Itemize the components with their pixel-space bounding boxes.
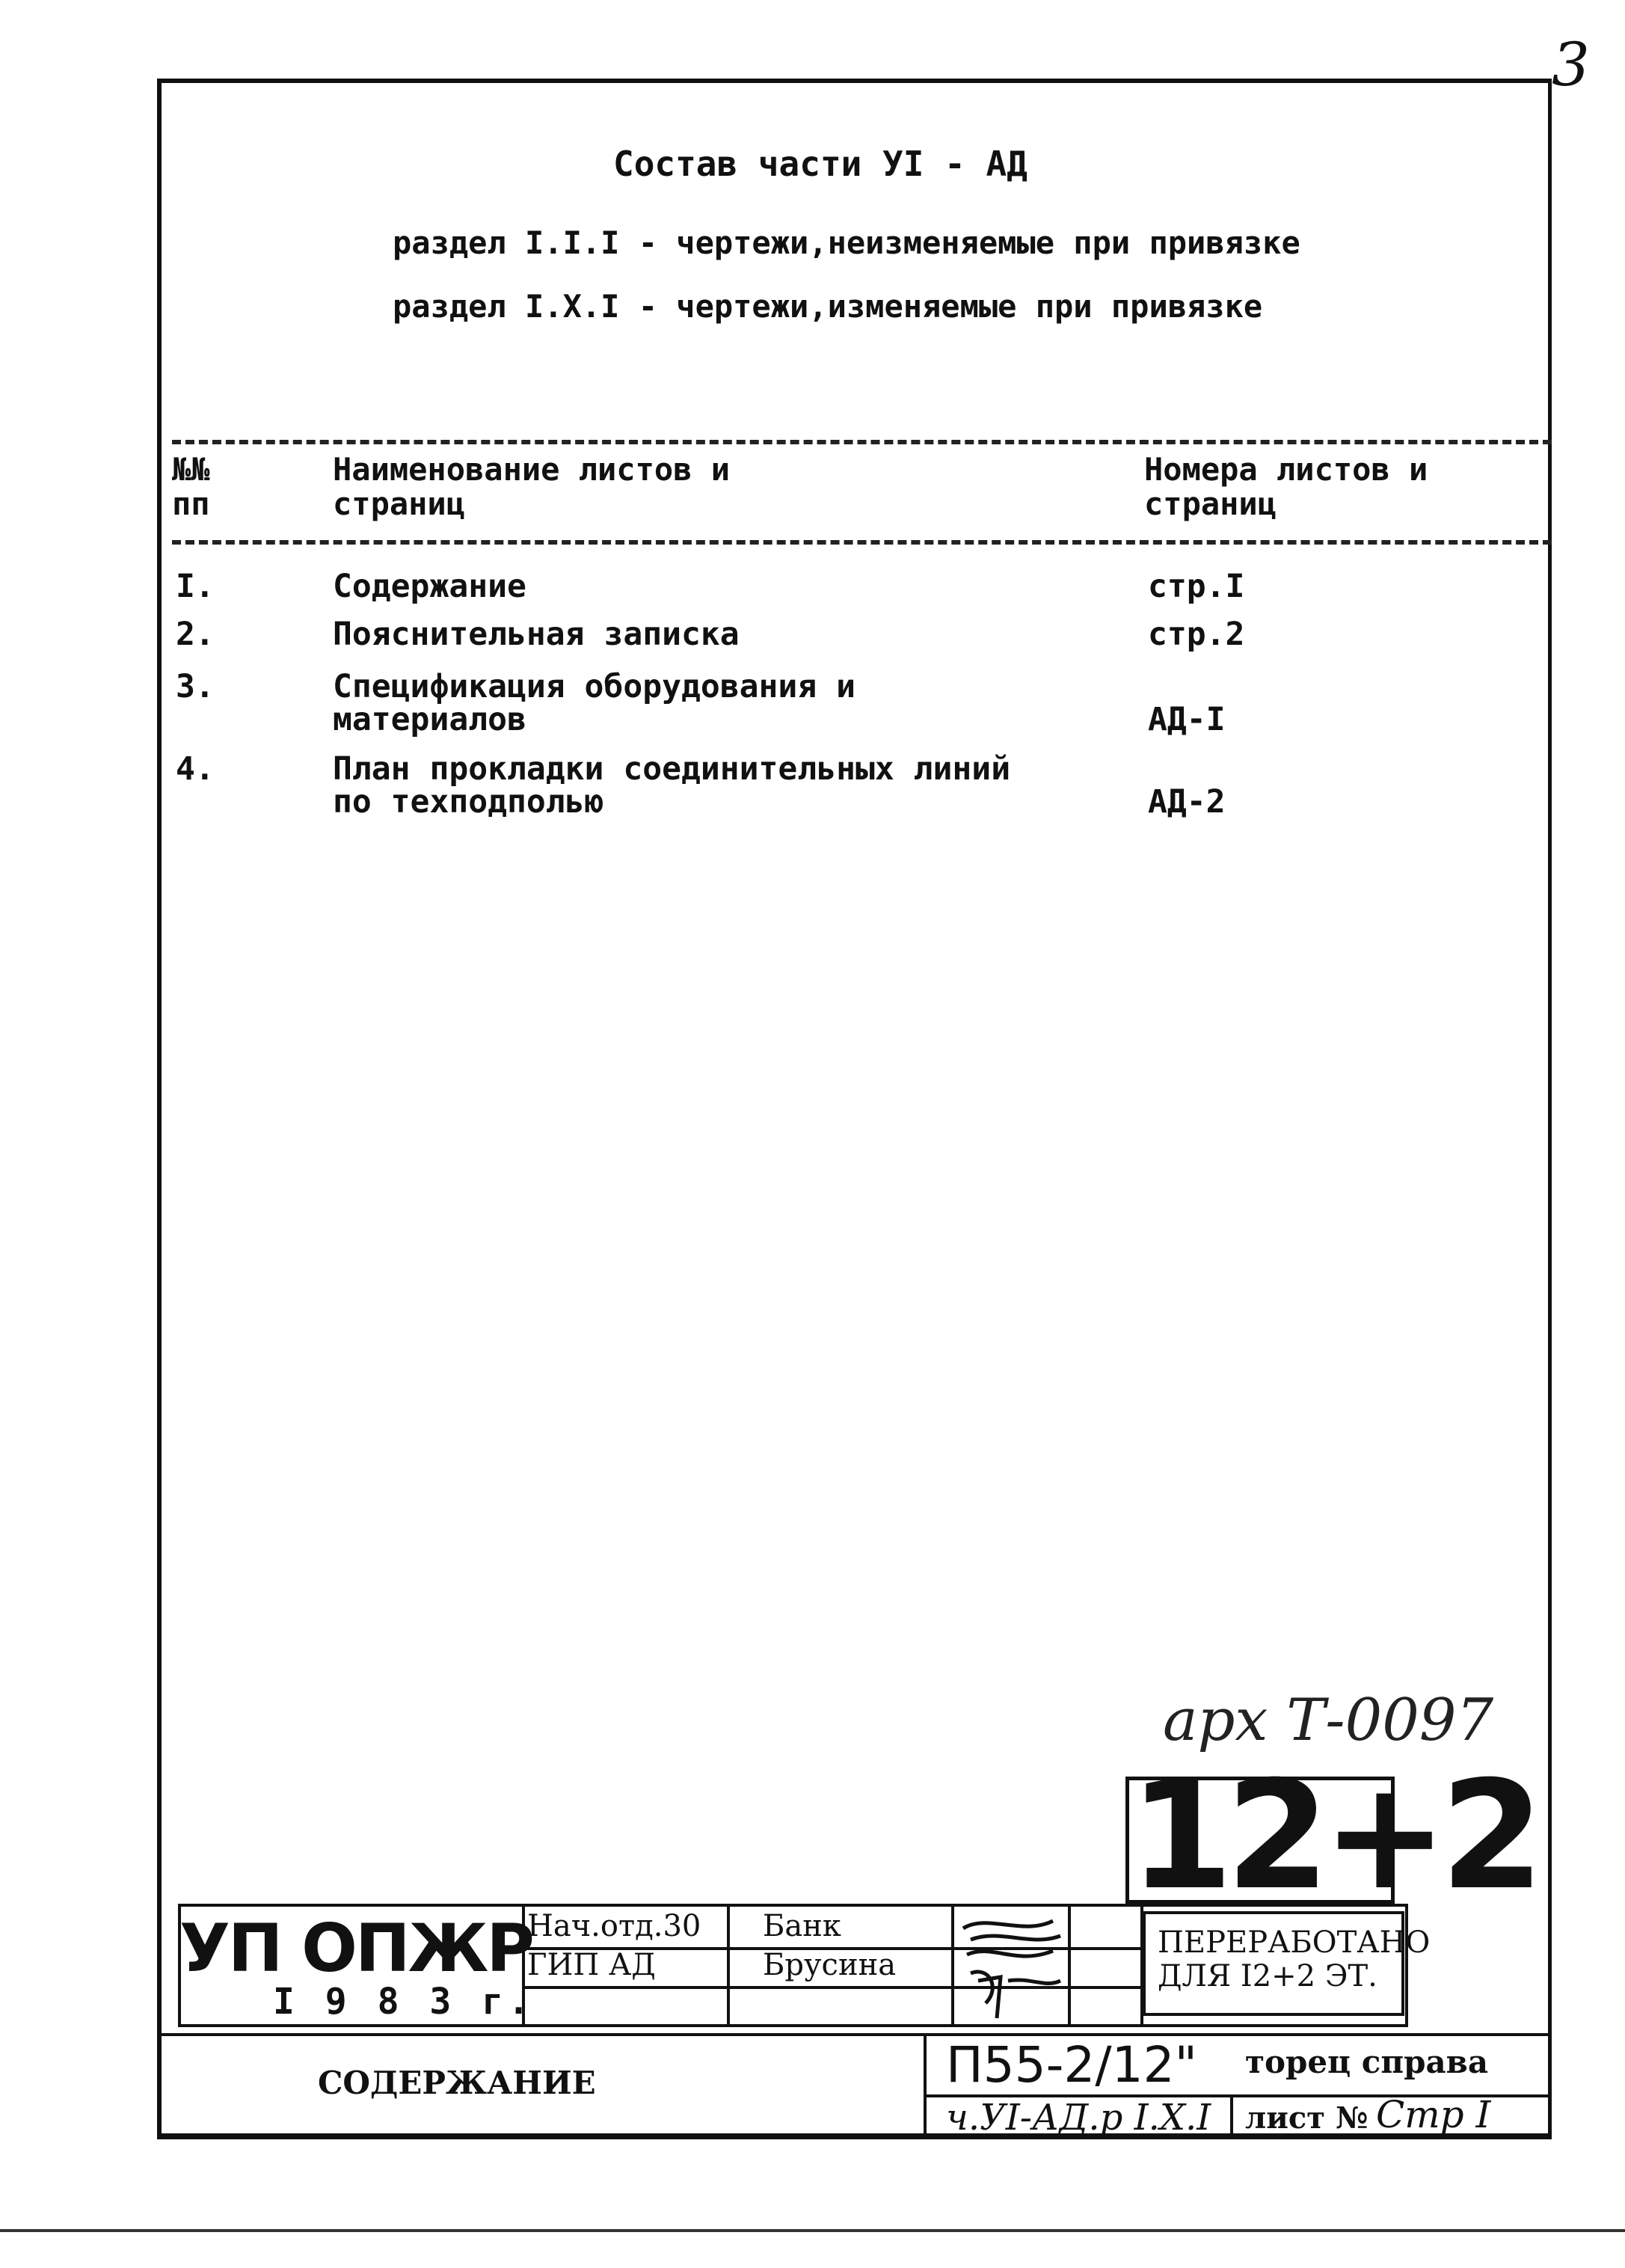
revision-note-line-1: ПЕРЕРАБОТАНО — [1158, 1925, 1431, 1960]
row-4-name: План прокладки соединительных линий — [333, 750, 1011, 788]
table-top-rule — [172, 440, 1552, 444]
header-name: Наименование листов и страниц — [333, 451, 731, 522]
project-code: П55-2/12" — [946, 2036, 1197, 2094]
row-2-name: Пояснительная записка — [333, 616, 740, 653]
row-3-name-cont: материалов — [333, 701, 526, 738]
page-number: 3 — [1552, 30, 1590, 99]
role-2: ГИП АД — [527, 1948, 656, 1982]
row-4-name-cont: по техподполью — [333, 783, 604, 821]
header-num: №№ пп — [172, 451, 210, 522]
row-4-pages: АД-2 — [1148, 783, 1226, 821]
table-header-rule — [172, 540, 1552, 545]
row-3-pages: АД-I — [1148, 701, 1226, 738]
document-heading: Состав части УI - АД — [613, 144, 1027, 184]
stamp-badge: 12+2 — [1129, 1749, 1538, 1923]
project-variant: торец справа — [1245, 2044, 1489, 2080]
archive-note: арх Т-0097 — [1163, 1687, 1494, 1754]
row-3-num: 3. — [176, 668, 215, 705]
org-year: I 9 8 3 г. — [273, 1981, 534, 2023]
org-name: УП ОПЖР — [179, 1910, 532, 1987]
scan-edge-bottom — [0, 2229, 1625, 2232]
row-2-pages: стр.2 — [1148, 616, 1245, 653]
section-line-2: раздел I.X.I - чертежи,изменяемые при привязке — [393, 288, 1263, 325]
row-4-num: 4. — [176, 750, 215, 788]
section-line-1: раздел I.I.I - чертежи,неизменяемые при привязке — [393, 224, 1300, 261]
row-1-pages: стр.I — [1148, 568, 1245, 605]
revision-note-line-2: ДЛЯ I2+2 ЭТ. — [1158, 1959, 1377, 1993]
name-2: Брусина — [763, 1948, 897, 1982]
role-1: Нач.отд.30 — [527, 1909, 701, 1943]
row-2-num: 2. — [176, 616, 215, 653]
header-pages: Номера листов и страниц — [1144, 451, 1428, 522]
row-3-name: Спецификация оборудования и — [333, 668, 855, 705]
row-1-name: Содержание — [333, 568, 526, 605]
name-1: Банк — [763, 1909, 841, 1943]
sheet-label: лист № — [1245, 2100, 1368, 2136]
row-1-num: I. — [176, 568, 215, 605]
doc-title: СОДЕРЖАНИЕ — [318, 2065, 596, 2101]
signature-marks — [956, 1906, 1068, 2026]
sheet-value: Стр I — [1376, 2093, 1491, 2136]
part-reference: ч.УI-АД.р I.X.I — [946, 2097, 1211, 2139]
